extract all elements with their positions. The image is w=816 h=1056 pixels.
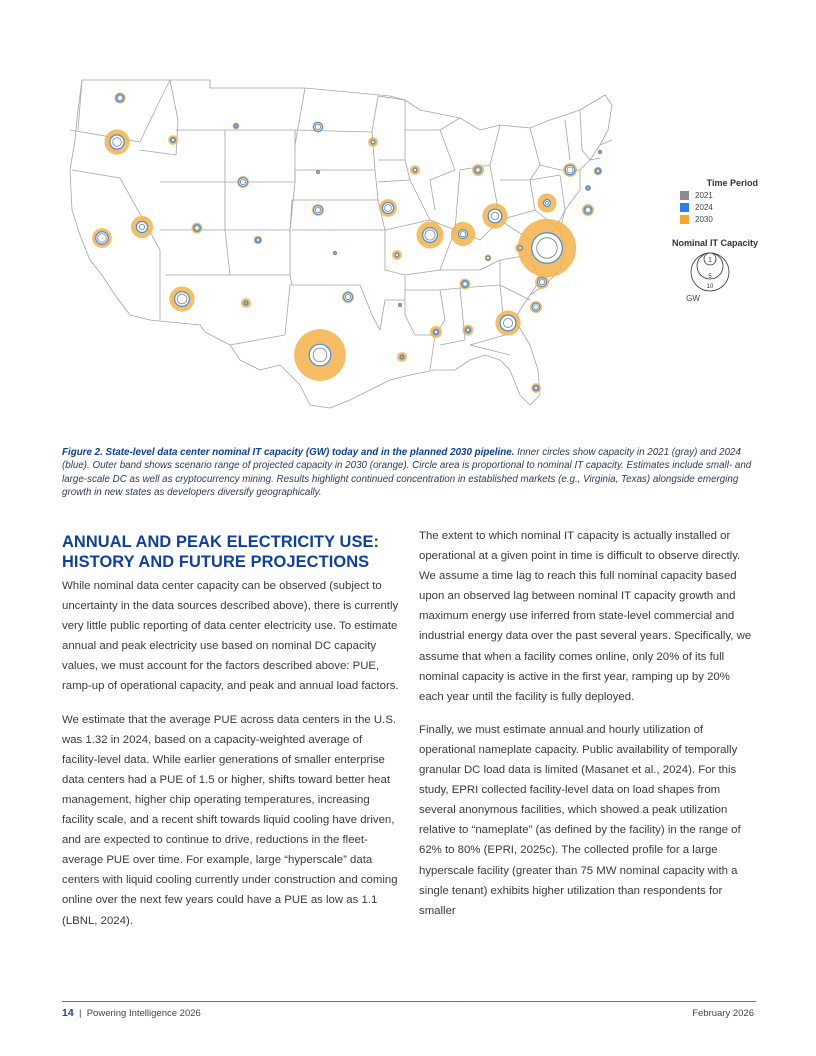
bubble-mn	[368, 137, 378, 147]
bubble-ny	[563, 163, 577, 177]
bubble-nj	[582, 204, 594, 216]
bubble-ct	[585, 185, 591, 191]
left-paragraph-1: While nominal data center capacity can be observed (subject to uncertainty in the data sources described above), there is currently very little public reporting of data center electricity use. To estimate annual and peak electricity use based on nominal DC capacity values, we must account for the factors described above: PUE, ramp-up of operational capacity, and peak and annual load factors.	[62, 580, 399, 693]
right-paragraph-1: The extent to which nominal IT capacity is actually installed or operational at a given point in time is difficult to observe directly. We assume a time lag to reach this full nominal capacity based upon an observed lag between nominal IT capacity growth and maximum energy use inferred from state-level commercial and industrial energy data over the past several years. Specifically, we assume that when a facility comes online, only 20% of its full nominal capacity is active in the first year, ramping up by 20% each year until the facility is fully deployed.	[419, 530, 752, 703]
bubble-ca	[92, 228, 112, 248]
right-column	[419, 526, 757, 934]
bubble-ia	[379, 199, 397, 217]
bubble-tx	[294, 329, 346, 381]
bubble-sc	[530, 301, 542, 313]
legend-swatch-2030	[680, 215, 689, 224]
legend-capacity-title: Nominal IT Capacity	[671, 238, 758, 248]
bubble-ma	[594, 167, 603, 176]
legend-item-2024: 2024	[680, 202, 758, 212]
figure-caption	[62, 446, 754, 500]
legend-swatch-2024	[680, 203, 689, 212]
bubble-id	[168, 135, 178, 145]
page-number: 14	[62, 1007, 74, 1019]
bubble-wi	[410, 165, 420, 175]
bubble-nc	[535, 275, 549, 289]
legend-swatch-2021	[680, 191, 689, 200]
publication-title: Powering Intelligence 2026	[86, 1008, 201, 1019]
section-heading-line2: HISTORY AND FUTURE PROJECTIONS	[62, 553, 370, 571]
bubble-il	[416, 221, 443, 248]
bubble-ga	[495, 310, 520, 335]
caption-body: Inner circles show capacity in 2021 (gray) and 2024 (blue). Outer band shows scenario range of projected capacity in 2030 (orange). Circle area is proportional to nominal IT capacity. Estimates include small- and large-scale DC as well as cryptocurrency mining. Results highlight continued concentration in established markets (e.g., Virginia, Texas) alongside emerging growth in new states as developers diversify geographically.	[62, 447, 752, 499]
map-legend	[648, 178, 758, 303]
bubble-wy	[237, 176, 249, 188]
legend-time-title: Time Period	[706, 178, 758, 188]
section-heading	[62, 532, 400, 572]
left-column	[62, 527, 400, 944]
bubble-ok	[342, 291, 354, 303]
caption-title: Figure 2. State-level data center nominal IT capacity (GW) today and in the planned 2030 pipeline.	[62, 447, 515, 458]
bubble-al	[462, 324, 473, 335]
bubble-2024-sc	[532, 303, 540, 311]
bubble-2024-nv	[136, 221, 147, 232]
bubble-nd	[312, 121, 323, 132]
bubble-pa	[537, 193, 556, 212]
bubble-la	[397, 352, 407, 362]
bubble-2024-pa	[544, 200, 551, 207]
bubble-sd	[316, 170, 320, 174]
bubble-wv	[515, 243, 525, 253]
bubble-2024-or	[110, 135, 124, 149]
legend-unit: GW	[686, 294, 700, 303]
bubble-tn	[459, 278, 470, 289]
bubble-ut	[191, 222, 202, 233]
legend-label-5: 5	[708, 274, 712, 280]
bubble-nm	[241, 298, 251, 308]
bubble-oh	[482, 203, 507, 228]
bubble-wa	[114, 92, 125, 103]
footer-left	[62, 1007, 201, 1019]
bubble-2024-oh	[488, 209, 502, 223]
footer-separator: |	[78, 1008, 82, 1019]
section-heading-line1: ANNUAL AND PEAK ELECTRICITY USE:	[62, 533, 380, 551]
right-paragraph-2: Finally, we must estimate annual and hourly utilization of operational nameplate capacity. Public availability of temporally granular DC load data is limited (Masanet et al., 2024). For this study, EPRI collected facility-level data on load shapes from several anonymous facilities, which showed a peak utilization relative to “nameplate” (as defined by the facility) in the range of 62% to 80% (EPRI, 2025c). The collected profile for a large hyperscale facility (greater than 75 MW nominal capacity with a single tenant) exhibits higher utilization than respondents for smaller	[419, 723, 741, 917]
bubble-ky	[485, 255, 492, 262]
bubble-or	[104, 129, 129, 154]
bubble-2024-tx	[309, 344, 331, 366]
bubble-va	[518, 219, 576, 277]
left-paragraph-2: We estimate that the average PUE across data centers in the U.S. was 1.32 in 2024, based on a capacity-weighted average of facility-level data. While earlier generations of smaller enterprise data centers had a PUE of 1.5 or higher, shifts toward better heat management, higher chip operating temperatures, increasing facility scale, and a recent shift towards liquid cooling have driven, and are expected to continue to drive, reductions in the fleet-average PUE over time. For example, large “hyperscale” data centers with liquid cooling currently under construction and coming online over the next few years could have a PUE as low as 1.1 (LBNL, 2024).	[62, 713, 398, 927]
footer-date: February 2026	[692, 1008, 754, 1019]
bubble-ks	[333, 251, 337, 255]
bubble-ar	[398, 303, 402, 307]
bubble-nv	[131, 216, 153, 238]
bubble-nh	[598, 150, 602, 154]
bubble-ms	[430, 326, 442, 338]
bubble-co	[254, 236, 263, 245]
footer-divider	[62, 1001, 756, 1002]
bubble-ne	[312, 204, 324, 216]
bubble-in	[451, 222, 475, 246]
legend-label-1: 1	[708, 257, 712, 264]
bubble-mt	[233, 123, 240, 130]
legend-label-10: 10	[706, 284, 714, 290]
bubble-2024-ia	[382, 202, 393, 213]
bubble-mi	[472, 164, 484, 176]
bubble-az	[169, 286, 194, 311]
legend-size-circles	[682, 250, 738, 294]
bubble-mo	[392, 250, 402, 260]
bubble-2024-ga	[500, 315, 516, 331]
legend-item-2021: 2021	[680, 190, 758, 200]
bubble-fl	[531, 383, 541, 393]
legend-item-2030: 2030	[680, 214, 758, 224]
